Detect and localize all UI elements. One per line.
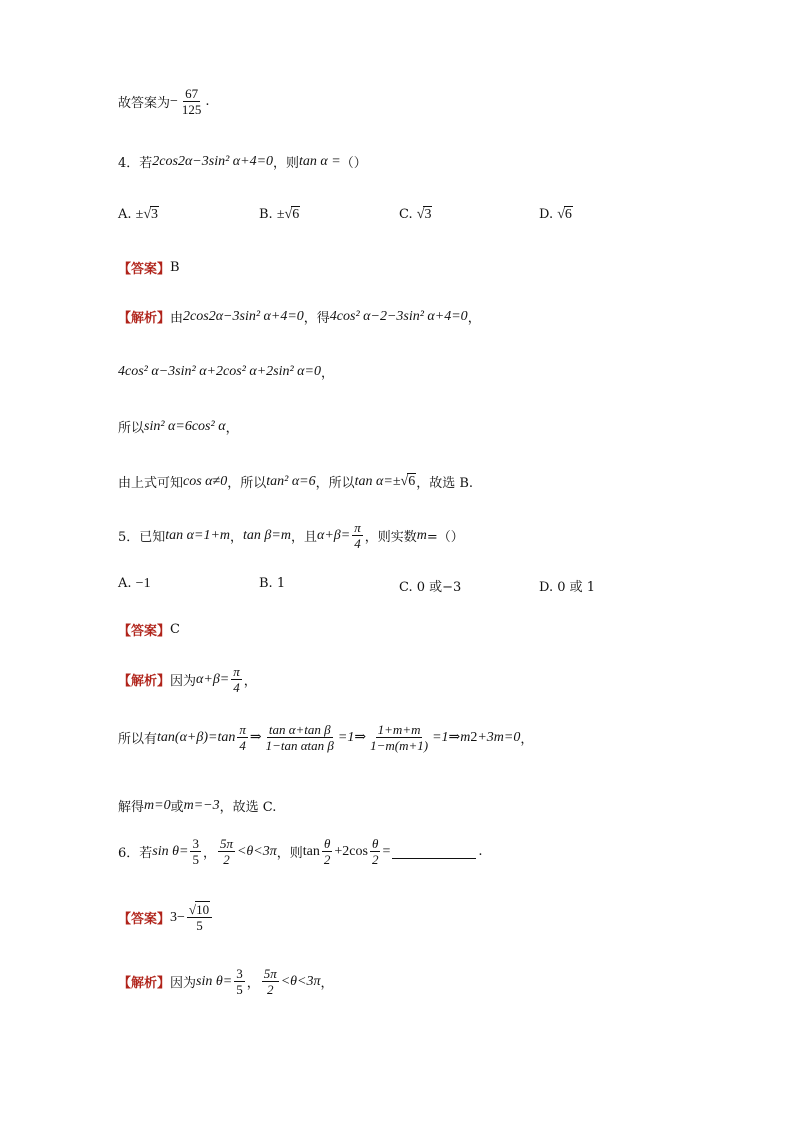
numerator: 3 — [192, 836, 199, 851]
denominator: 4 — [354, 536, 361, 551]
numerator: √10 — [187, 902, 212, 918]
numerator: 3 — [236, 966, 243, 981]
text: 因为 — [170, 674, 197, 689]
option-label: D. — [539, 580, 554, 595]
analysis-tag: 【解析】 — [118, 311, 171, 326]
option-label: C. — [399, 580, 413, 595]
text: 解得 — [118, 800, 145, 815]
minus-sign: − — [170, 93, 178, 109]
denominator: 4 — [239, 738, 246, 753]
fraction-theta-2 — [370, 836, 381, 867]
fraction-pi-4 — [237, 722, 248, 753]
fraction-tan-sum — [264, 722, 336, 753]
text: ， — [320, 976, 334, 991]
implies-arrow: ⇒ — [249, 730, 262, 745]
numerator: π — [233, 664, 240, 679]
plus-minus: ± — [276, 207, 285, 222]
question-6-analysis-line-1 — [118, 966, 334, 997]
option-value: 0 或 1 — [557, 580, 596, 595]
denominator: 1−m(m+1) — [370, 738, 429, 753]
question-5-answer — [118, 620, 180, 639]
option-c: C. √3 — [399, 207, 432, 222]
text: 或 — [170, 800, 184, 815]
denominator: 5 — [236, 982, 243, 997]
equation: α+β= — [316, 527, 351, 543]
option-label: C. — [399, 207, 413, 222]
option-d: D. √6 — [539, 207, 572, 222]
inequality: <θ<3π — [236, 843, 277, 859]
fraction-sqrt10-5 — [187, 902, 212, 933]
inequality: <θ<3π — [280, 973, 321, 989]
text: ，则实数 — [364, 530, 417, 545]
question-6-number: 6．若 — [118, 846, 153, 861]
answer-tag: 【答案】 — [118, 912, 171, 927]
equation: =1⇒m — [432, 730, 471, 745]
equation: tan² α=6 — [266, 473, 316, 489]
equation: 2cos2α−3sin² α+4=0 — [183, 308, 304, 324]
equation: =1⇒ — [337, 730, 367, 745]
equation: sin² α=6cos² α — [144, 418, 226, 434]
option-b — [259, 576, 285, 591]
function-tan: tan — [302, 843, 320, 859]
option-a: A. ±√3 — [118, 207, 159, 222]
question-5-analysis-line-2 — [118, 722, 533, 753]
numerator: π — [354, 520, 361, 535]
text: ， — [320, 366, 334, 381]
text: ， — [225, 421, 239, 436]
fraction-pi-4 — [352, 520, 363, 551]
option-label: A. — [118, 207, 132, 222]
answer-prefix: 故答案为 — [118, 96, 171, 111]
denominator: 5 — [192, 852, 199, 867]
text: ，则 — [276, 846, 303, 861]
radicand: 3 — [151, 207, 159, 222]
text: 由上式可知 — [118, 476, 184, 491]
text: 所以有 — [118, 732, 158, 747]
option-b: B. ±√6 — [259, 207, 300, 222]
numerator: π — [239, 722, 246, 737]
text: ， — [520, 732, 534, 747]
text: ，所以 — [315, 476, 355, 491]
question-4-analysis-line-3 — [118, 417, 239, 436]
equation: tan α=± — [354, 473, 401, 489]
fraction-theta-2 — [322, 836, 333, 867]
fraction-67-125 — [180, 86, 204, 117]
answer-value: B — [170, 260, 180, 275]
text: ， — [243, 674, 257, 689]
question-5-stem — [118, 520, 464, 551]
question-4-analysis-line-4: 由上式可知 cos α≠0 ，所以 tan² α=6 ，所以 tan α=± √ 6 ，故选 B. — [118, 473, 474, 491]
answer-prefix: 3− — [170, 909, 185, 925]
equation: m=0 — [144, 797, 171, 813]
question-6-answer — [118, 902, 214, 933]
equation: tan β=m — [243, 527, 291, 543]
fraction-3-5 — [190, 836, 201, 867]
equation: α+β= — [196, 671, 230, 687]
option-a — [118, 576, 151, 592]
equation: tan α=1+m — [165, 527, 231, 543]
period: . — [478, 844, 483, 859]
previous-answer-line — [118, 86, 210, 117]
radicand: 6 — [292, 207, 300, 222]
numerator: 5π — [263, 966, 277, 981]
text: ， — [246, 976, 260, 991]
equation: 4cos² α−3sin² α+2cos² α+2sin² α=0 — [118, 363, 321, 379]
variable: m — [416, 527, 427, 543]
question-4-analysis-line-2 — [118, 362, 334, 381]
equation: 2cos2α−3sin² α+4=0 — [152, 153, 274, 169]
denominator: 4 — [233, 680, 240, 695]
exponent: 2 — [470, 729, 478, 745]
text: 因为 — [170, 976, 197, 991]
numerator: θ — [323, 836, 331, 851]
denominator: 2 — [223, 852, 230, 867]
text: 由 — [170, 311, 184, 326]
question-5-analysis-line-1 — [118, 664, 257, 695]
numerator: tan α+tan β — [268, 722, 331, 737]
text: ，所以 — [227, 476, 267, 491]
question-4-stem — [118, 152, 367, 171]
numerator: 1+m+m — [377, 722, 421, 737]
numerator: θ — [372, 836, 379, 851]
option-label: B. — [259, 576, 273, 591]
question-5-number: 5．已知 — [118, 530, 166, 545]
fraction-3-5 — [234, 966, 245, 997]
equation: sin θ= — [152, 843, 189, 859]
option-c — [399, 576, 461, 595]
question-4-answer — [118, 258, 180, 277]
text: ，故选 C. — [219, 800, 277, 815]
denominator: 2 — [323, 852, 331, 867]
question-4-number: 4．若 — [118, 156, 153, 171]
analysis-tag: 【解析】 — [118, 674, 171, 689]
option-value: 1 — [276, 576, 286, 591]
equation: 4cos² α−2−3sin² α+4=0 — [329, 308, 468, 324]
equation: m=−3 — [183, 797, 220, 813]
equals: = — [382, 843, 391, 859]
text: ， — [230, 530, 244, 545]
text: ，得 — [303, 311, 330, 326]
question-5-analysis-line-3 — [118, 796, 276, 815]
option-value: 0 或−3 — [416, 580, 462, 595]
denominator: 2 — [266, 982, 274, 997]
answer-value: C — [170, 622, 180, 637]
option-label: D. — [539, 207, 554, 222]
equation: cos α≠0 — [183, 473, 228, 489]
text: =（） — [426, 530, 464, 545]
text: ，故选 B. — [416, 476, 474, 491]
option-label: B. — [259, 207, 273, 222]
plus-2cos: +2cos — [334, 843, 368, 859]
ask-expression: tan α = — [299, 153, 341, 169]
text: ，且 — [290, 530, 317, 545]
option-value: −1 — [135, 576, 151, 591]
denominator: 125 — [181, 102, 202, 117]
text: 所以 — [118, 421, 145, 436]
option-d — [539, 576, 595, 595]
option-label: A. — [118, 576, 132, 591]
plus-minus: ± — [135, 207, 144, 222]
radicand: 6 — [408, 474, 416, 489]
text: ，则 — [273, 156, 300, 171]
numerator: 5π — [219, 836, 233, 851]
radicand: 10 — [196, 902, 210, 917]
answer-blank[interactable] — [392, 844, 476, 859]
radicand: 6 — [564, 207, 572, 222]
fraction-5pi-2 — [262, 966, 279, 997]
period: . — [205, 94, 210, 109]
text: ， — [467, 311, 481, 326]
fraction-pi-4 — [231, 664, 242, 695]
answer-tag: 【答案】 — [118, 624, 171, 639]
analysis-tag: 【解析】 — [118, 976, 171, 991]
equation: tan(α+β)=tan — [157, 729, 236, 745]
equation: sin θ= — [196, 973, 233, 989]
equation: +3m=0 — [477, 729, 521, 745]
question-4-analysis-line-1 — [118, 307, 481, 326]
question-6-stem — [118, 836, 483, 867]
text: ， — [202, 846, 216, 861]
radicand: 3 — [424, 207, 432, 222]
numerator: 67 — [185, 86, 199, 101]
blank-paren: （） — [340, 156, 367, 171]
fraction-m — [368, 722, 430, 753]
denominator: 5 — [196, 918, 203, 933]
denominator: 2 — [371, 852, 379, 867]
fraction-5pi-2 — [218, 836, 235, 867]
denominator: 1−tan αtan β — [265, 738, 334, 753]
answer-tag: 【答案】 — [118, 262, 171, 277]
